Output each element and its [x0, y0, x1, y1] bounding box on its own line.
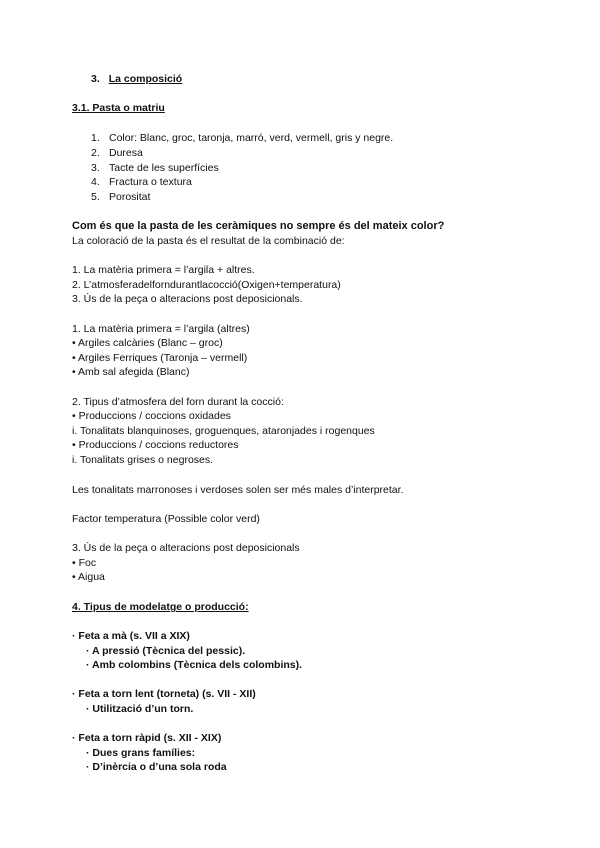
question-heading: Com és que la pasta de les ceràmiques no sempre és del mateix color? [72, 220, 445, 232]
sub-item: i. Tonalitats blanquinoses, groguenques, ataronjades i rogenques [72, 425, 375, 437]
modelling-subitem: · Dues grans famílies: [86, 747, 196, 759]
section-4-heading: 4. Tipus de modelatge o producció: [72, 601, 249, 613]
bullet-item: • Produccions / coccions oxidades [72, 410, 231, 422]
factor-item: 1. La matèria primera = l’argila + altres. [72, 264, 255, 276]
note-paragraph: Factor temperatura (Possible color verd) [72, 513, 260, 525]
list-item: 5. Porositat [91, 191, 151, 203]
section-3-number: 3. [91, 73, 100, 85]
atmosphere-heading: 2. Tipus d’atmosfera del forn durant la cocció: [72, 396, 284, 408]
sub-item: i. Tonalitats grises o negroses. [72, 454, 214, 466]
modelling-subitem: · A pressió (Tècnica del pessic). [86, 645, 246, 657]
section-3-1-heading: 3.1. Pasta o matriu [72, 102, 165, 114]
bullet-item: • Produccions / coccions reductores [72, 439, 239, 451]
factor-item: 3. Ús de la peça o alteracions post deposicionals. [72, 293, 303, 305]
answer-intro: La coloració de la pasta és el resultat de la combinació de: [72, 235, 345, 247]
raw-material-heading: 1. La matèria primera = l’argila (altres) [72, 323, 250, 335]
use-heading: 3. Ús de la peça o alteracions post deposicionals [72, 542, 300, 554]
list-item: 1. Color: Blanc, groc, taronja, marró, verd, vermell, gris y negre. [91, 132, 394, 144]
bullet-item: • Amb sal afegida (Blanc) [72, 366, 190, 378]
modelling-item: · Feta a torn ràpid (s. XII - XIX) [72, 732, 222, 744]
bullet-item: • Argiles calcàries (Blanc – groc) [72, 337, 223, 349]
modelling-subitem: · Utilització d’un torn. [86, 703, 194, 715]
section-3-title: La composició [108, 73, 183, 85]
factor-item: 2. L’atmosferadelforndurantlacocció(Oxigen+temperatura) [72, 279, 341, 291]
section-3-heading [91, 72, 182, 87]
modelling-subitem: · Amb colombins (Tècnica dels colombins). [86, 659, 303, 671]
modelling-item: · Feta a mà (s. VII a XIX) [72, 630, 190, 642]
list-item: 3. Tacte de les superfícies [91, 162, 219, 174]
note-paragraph: Les tonalitats marronoses i verdoses solen ser més males d’interpretar. [72, 484, 404, 496]
modelling-subitem: · D’inèrcia o d’una sola roda [86, 761, 227, 773]
list-item: 2. Duresa [91, 147, 143, 159]
bullet-item: • Argiles Ferriques (Taronja – vermell) [72, 352, 248, 364]
list-item: 4. Fractura o textura [91, 176, 192, 188]
modelling-item: · Feta a torn lent (torneta) (s. VII - XII) [72, 688, 256, 700]
bullet-item: • Aigua [72, 571, 105, 583]
bullet-item: • Foc [72, 557, 97, 569]
